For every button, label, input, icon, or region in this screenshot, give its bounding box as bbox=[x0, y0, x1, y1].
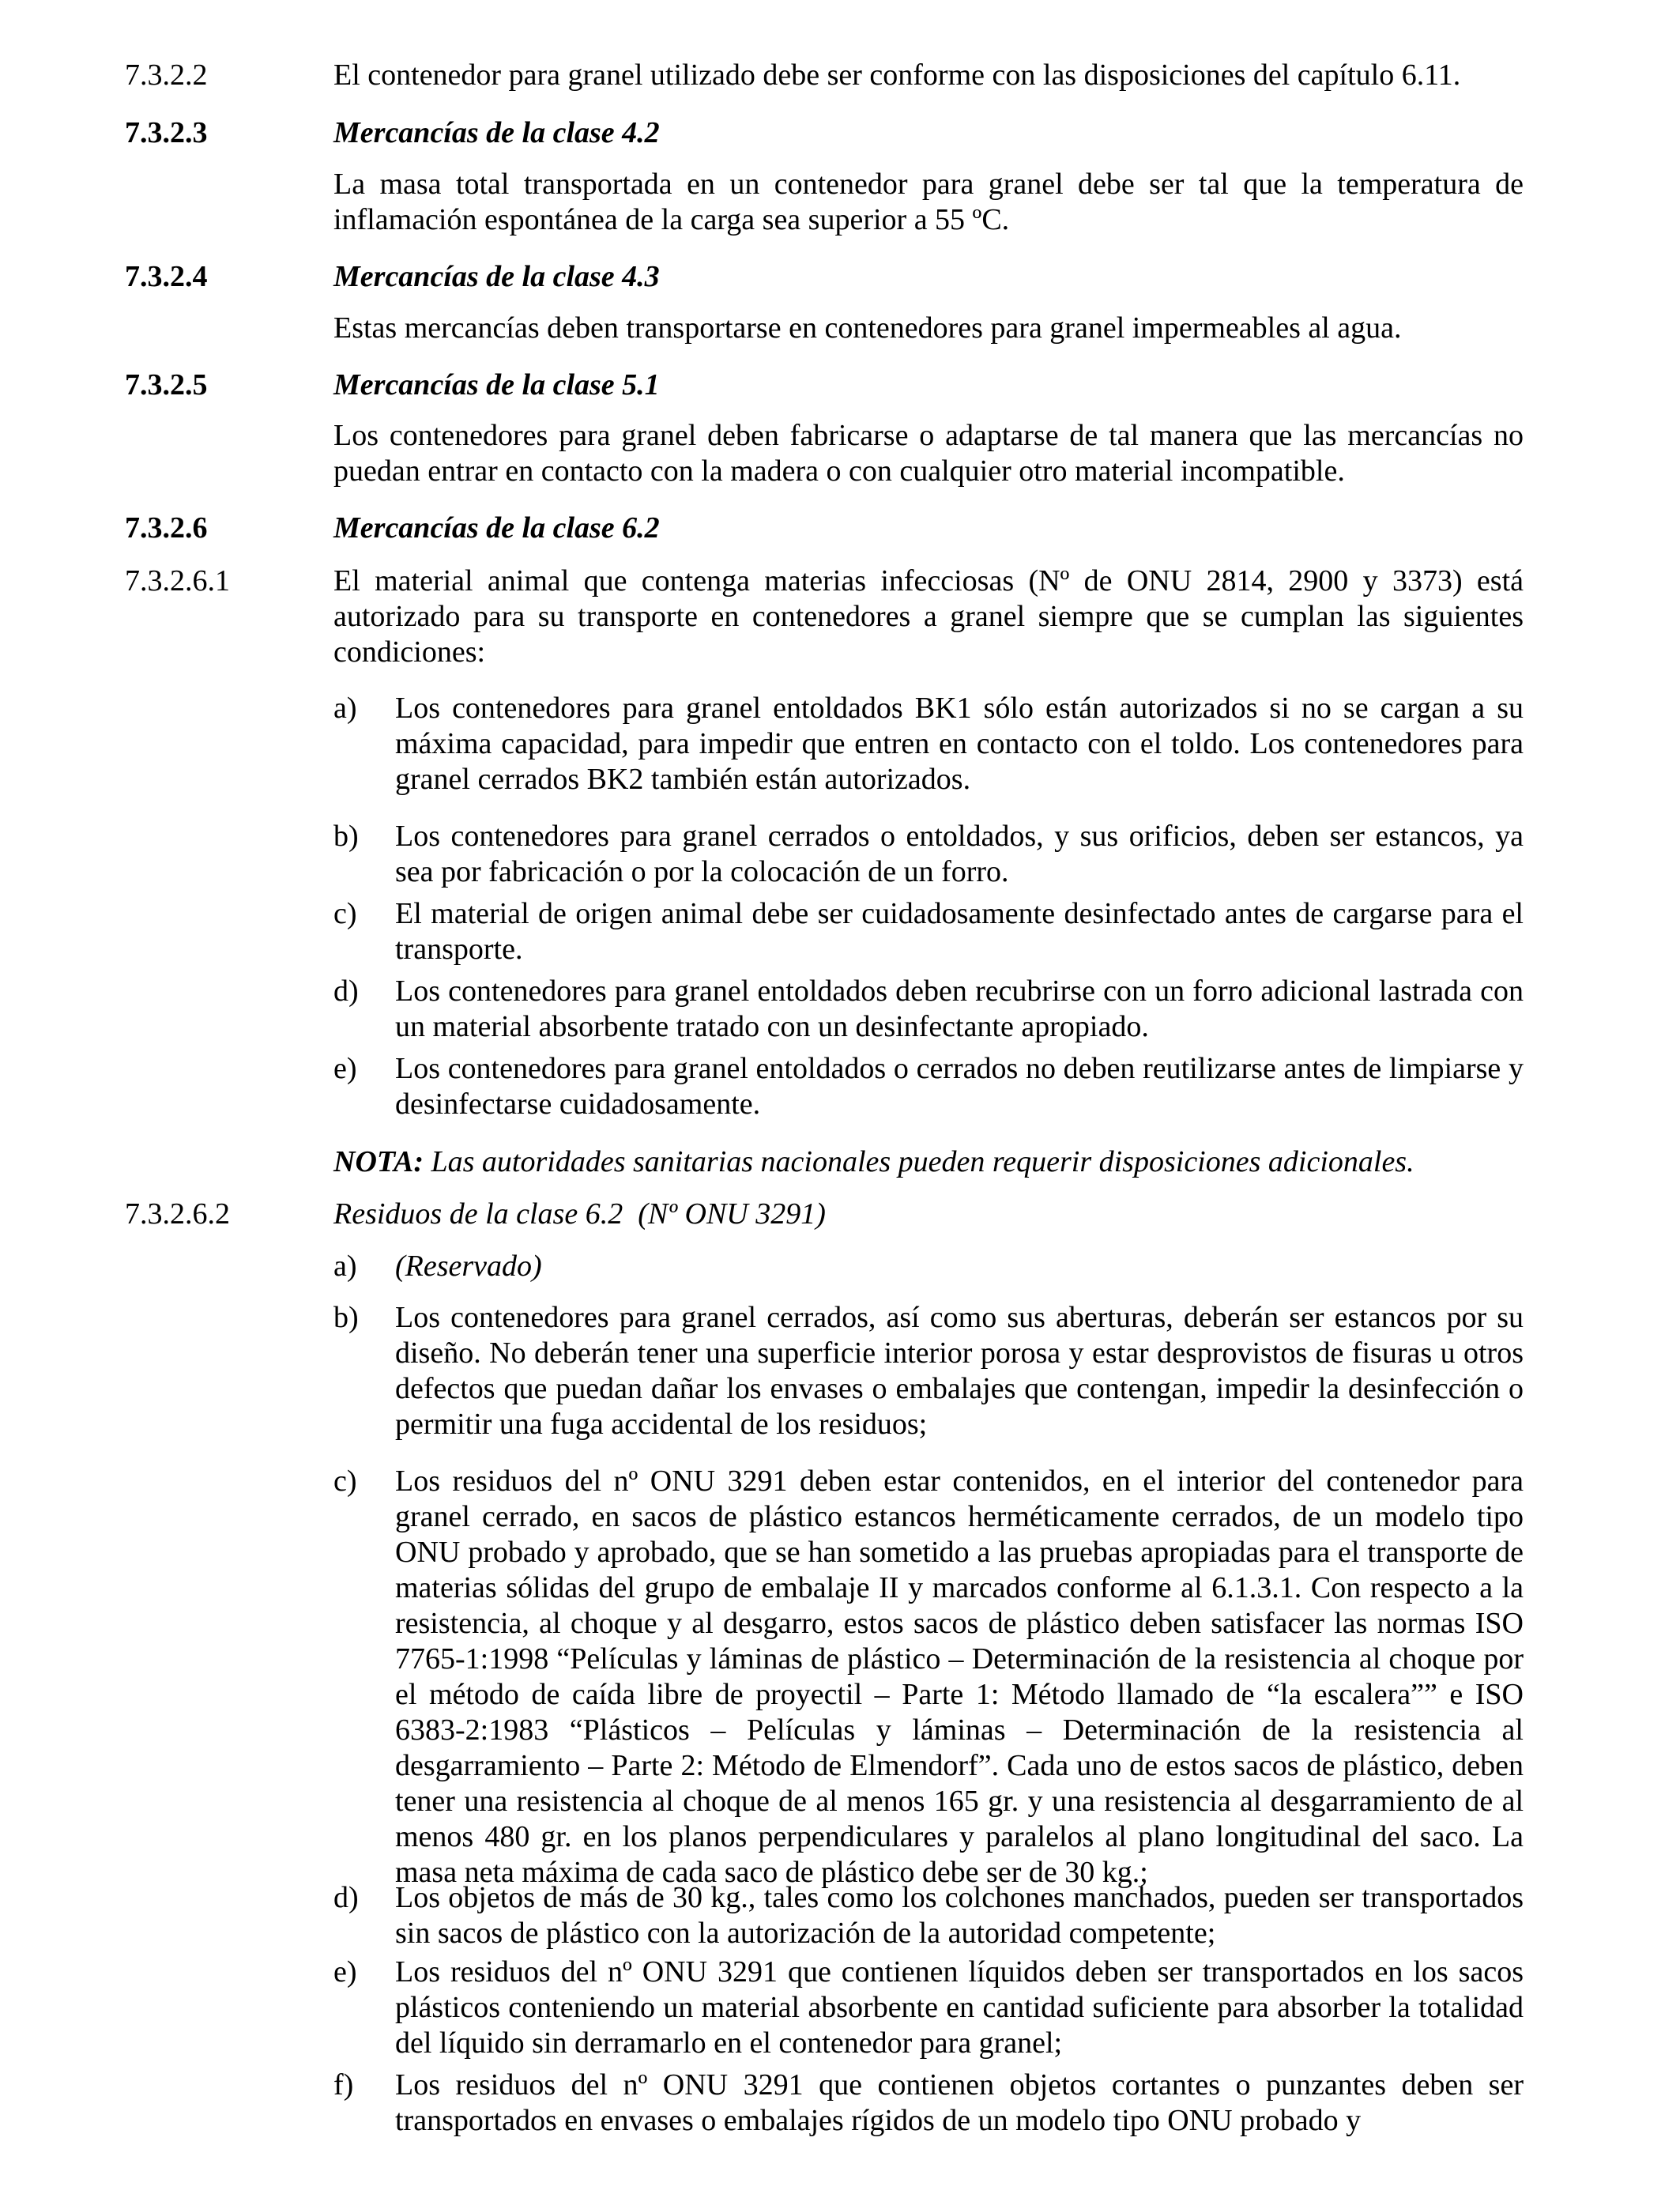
section-number: 7.3.2.3 bbox=[125, 116, 208, 149]
section-heading: Residuos de la clase 6.2 (Nº ONU 3291) bbox=[333, 1197, 826, 1231]
list-item-label: a) bbox=[333, 1250, 357, 1283]
list-item-label: b) bbox=[333, 820, 359, 853]
list-item-text: Los residuos del nº ONU 3291 deben estar contenidos, en el interior del contenedor para granel cerrado, en sacos de plástico estancos herméticamente cerrados, de un modelo tipo ONU probado y aprobado, que se han sometido a las pruebas apropiadas para el transporte de materias sólidas del grupo de embalaje II y marcados conforme al 6.1.3.1. Con respecto a la resistencia, al choque y al desgarro, estos sacos de plástico deben satisfacer las normas ISO 7765-1:1998 “Películas y láminas de plástico – Determinación de la resistencia al choque por el método de caída libre de proyectil – Parte 1: Método llamado de “la escalera”” e ISO 6383-2:1983 “Plásticos – Películas y láminas – Determinación de la resistencia al desgarramiento – Parte 2: Método de Elmendorf”. Cada uno de estos sacos de plástico, deben tener una resistencia al choque de al menos 165 gr. y una resistencia al desgarramiento de al menos 480 gr. en los planos perpendiculares y paralelos al plano longitudinal del saco. La masa neta máxima de cada saco de plástico debe ser de 30 kg.; bbox=[395, 1465, 1524, 1889]
note-label: NOTA: bbox=[333, 1145, 424, 1178]
list-item-text: (Reservado) bbox=[395, 1250, 542, 1283]
section-text: La masa total transportada en un contenedor para granel debe ser tal que la temperatura de inflamación espontánea de la carga sea superior a 55 ºC. bbox=[333, 168, 1524, 236]
section-text: El material animal que contenga materias infecciosas (Nº de ONU 2814, 2900 y 3373) está autorizado para su transporte en contenedores a granel siempre que se cumplan las siguientes condiciones: bbox=[333, 564, 1524, 669]
list-item-label: d) bbox=[333, 1881, 359, 1914]
list-item-text: Los residuos del nº ONU 3291 que contienen objetos cortantes o punzantes deben ser transportados en envases o embalajes rígidos de un modelo tipo ONU probado y bbox=[395, 2068, 1524, 2137]
list-item-label: d) bbox=[333, 974, 359, 1008]
section-heading: Mercancías de la clase 4.2 bbox=[333, 116, 660, 149]
list-item-label: c) bbox=[333, 897, 357, 930]
section-number: 7.3.2.4 bbox=[125, 260, 208, 293]
section-text: El contenedor para granel utilizado debe ser conforme con las disposiciones del capítulo 6.11. bbox=[333, 58, 1461, 92]
section-text: Los contenedores para granel deben fabricarse o adaptarse de tal manera que las mercancías no puedan entrar en contacto con la madera o con cualquier otro material incompatible. bbox=[333, 419, 1524, 488]
section-heading: Mercancías de la clase 5.1 bbox=[333, 368, 660, 401]
section-heading: Mercancías de la clase 6.2 bbox=[333, 511, 660, 545]
section-number: 7.3.2.2 bbox=[125, 58, 208, 92]
list-item-text: Los objetos de más de 30 kg., tales como los colchones manchados, pueden ser transportados sin sacos de plástico con la autorización de la autoridad competente; bbox=[395, 1881, 1524, 1950]
list-item-text: Los contenedores para granel entoldados o cerrados no deben reutilizarse antes de limpiarse y desinfectarse cuidadosamente. bbox=[395, 1052, 1524, 1121]
section-heading: Mercancías de la clase 4.3 bbox=[333, 260, 660, 293]
list-item-label: b) bbox=[333, 1301, 359, 1334]
note-text bbox=[333, 1144, 1524, 1180]
list-item-label: f) bbox=[333, 2068, 354, 2102]
list-item-text: El material de origen animal debe ser cuidadosamente desinfectado antes de cargarse para el transporte. bbox=[395, 897, 1524, 966]
list-item-text: Los residuos del nº ONU 3291 que contienen líquidos deben ser transportados en los sacos plásticos conteniendo un material absorbente en cantidad suficiente para absorber la totalidad del líquido sin derramarlo en el contenedor para granel; bbox=[395, 1955, 1524, 2060]
section-number: 7.3.2.5 bbox=[125, 368, 208, 401]
list-item-label: a) bbox=[333, 692, 357, 725]
list-item-text: Los contenedores para granel entoldados deben recubrirse con un forro adicional lastrada con un material absorbente tratado con un desinfectante apropiado. bbox=[395, 974, 1524, 1043]
section-number: 7.3.2.6.1 bbox=[125, 564, 230, 598]
list-item-text: Los contenedores para granel cerrados o entoldados, y sus orificios, deben ser estancos, ya sea por fabricación o por la colocación de un forro. bbox=[395, 820, 1524, 888]
section-number: 7.3.2.6 bbox=[125, 511, 208, 545]
list-item-label: e) bbox=[333, 1955, 357, 1989]
section-number: 7.3.2.6.2 bbox=[125, 1197, 230, 1231]
list-item-label: c) bbox=[333, 1465, 357, 1498]
list-item-label: e) bbox=[333, 1052, 357, 1085]
section-text: Estas mercancías deben transportarse en contenedores para granel impermeables al agua. bbox=[333, 311, 1402, 345]
list-item-text: Los contenedores para granel cerrados, así como sus aberturas, deberán ser estancos por su diseño. No deberán tener una superficie interior porosa y estar desprovistos de fisuras u otros defectos que puedan dañar los envases o embalajes que contengan, impedir la desinfección o permitir una fuga accidental de los residuos; bbox=[395, 1301, 1524, 1441]
note-body: Las autoridades sanitarias nacionales pueden requerir disposiciones adicionales. bbox=[424, 1145, 1414, 1178]
list-item-text: Los contenedores para granel entoldados BK1 sólo están autorizados si no se cargan a su máxima capacidad, para impedir que entren en contacto con el toldo. Los contenedores para granel cerrados BK2 también están autorizados. bbox=[395, 692, 1524, 796]
